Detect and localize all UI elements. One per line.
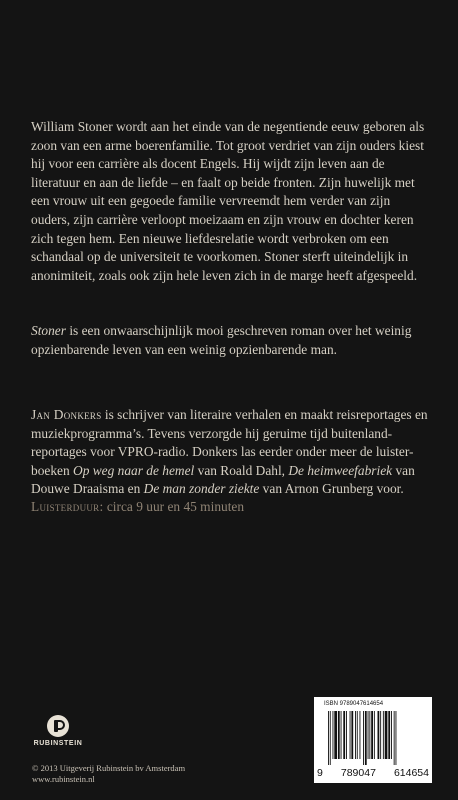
barcode-bar xyxy=(365,711,367,765)
publisher-website: www.rubinstein.nl xyxy=(32,774,95,784)
barcode-bar xyxy=(388,711,390,759)
publisher-logo-text: RUBINSTEIN xyxy=(33,740,83,747)
barcode-bar xyxy=(394,711,395,765)
barcode-bar xyxy=(378,711,380,759)
barcode-bar xyxy=(341,711,342,759)
barcode-bar xyxy=(330,711,331,765)
barcode-bar xyxy=(383,711,384,759)
book-title-italic: Stoner xyxy=(31,323,66,338)
barcode-bar xyxy=(385,711,388,759)
barcode-bar xyxy=(396,711,397,765)
barcode-digits-right: 614654 xyxy=(393,767,429,779)
barcode-bar xyxy=(360,711,361,759)
narrator-name: Jan Donkers xyxy=(31,407,102,422)
rubinstein-logo-icon xyxy=(47,715,69,737)
barcode-digits-left: 789047 xyxy=(340,767,376,779)
synopsis-text: William Stoner wordt aan het einde van de negentiende eeuw geboren als zoon van een arme boerenfamilie. Tot groot verdriet van zijn ouders kiest hij voor een carrière als docent Engels. Hij wijdt zijn leven aan de literatuur en aan de liefde – en faalt op beide fronten. Zijn huwelijk met een vrouw uit een gegoede familie vervreemdt hem verder van zijn ouders, zijn carrière verloopt moeizaam en zijn vrouw en dochter keren zich tegen hem. Een nieuwe liefdesrelatie wordt verbroken om een schandaal op de universiteit te voorkomen. Stoner sterft uiteindelijk in anonimiteit, zoals ook zijn hele leven zich in de marge heeft afgespeeld. xyxy=(31,119,425,283)
listening-duration-value: circa 9 uur en 45 minuten xyxy=(103,499,245,514)
bio-book-2: De heimweefabriek xyxy=(288,462,393,478)
publisher-logo xyxy=(32,715,84,747)
barcode-bar xyxy=(374,711,375,759)
copyright-block xyxy=(32,763,185,785)
barcode-bar xyxy=(338,711,340,759)
barcode-label xyxy=(314,697,432,783)
barcode-bar xyxy=(343,711,345,759)
barcode-bar xyxy=(368,711,369,759)
copyright-line: © 2013 Uitgeverij Rubinstein bv Amsterdam xyxy=(32,763,186,773)
barcode-bar xyxy=(355,711,356,759)
summary-text: is een onwaarschijnlijk mooi geschreven roman over het weinig opzienbarende leven van een weinig opzienbarende man. xyxy=(31,323,412,357)
bio-book-1: Op weg naar de hemel xyxy=(73,462,195,478)
summary-paragraph xyxy=(31,322,431,359)
isbn-text: ISBN 9789047614654 xyxy=(324,701,384,707)
barcode-bar xyxy=(363,711,364,765)
listening-duration xyxy=(31,498,431,517)
barcode-bar xyxy=(351,711,353,759)
barcode-bar xyxy=(380,711,381,759)
barcode-digit-lead: 9 xyxy=(317,767,323,779)
bio-book-3: De man zonder ziekte xyxy=(143,481,260,497)
narrator-bio xyxy=(31,406,431,499)
barcode-bar xyxy=(350,711,351,759)
bio-text-1: is schrijver van literaire verhalen en maakt reisreportages en muziekprogramma’s. Tevens verzorgde hij geruime tijd buitenland-reportages voor VPRO-radio. Donkers las eerder onder meer de luister-boeken xyxy=(31,407,428,478)
barcode-bar xyxy=(328,711,329,765)
barcode-number xyxy=(317,767,429,779)
synopsis-paragraph xyxy=(31,118,431,285)
bio-text-4: van Arnon Grunberg voor. xyxy=(259,481,404,497)
listening-duration-label: Luisterduur: xyxy=(31,499,104,514)
barcode-bar xyxy=(333,711,334,759)
bio-text-3: van Douwe Draaisma en xyxy=(31,462,415,497)
barcode-bar xyxy=(357,711,358,759)
barcode-bar xyxy=(391,711,392,759)
barcode-bars xyxy=(328,711,424,765)
barcode-bar xyxy=(346,711,347,759)
barcode-bar xyxy=(371,711,373,759)
barcode-bar xyxy=(369,711,370,759)
bio-text-2: van Roald Dahl, xyxy=(194,462,289,478)
barcode-bar xyxy=(334,711,337,759)
